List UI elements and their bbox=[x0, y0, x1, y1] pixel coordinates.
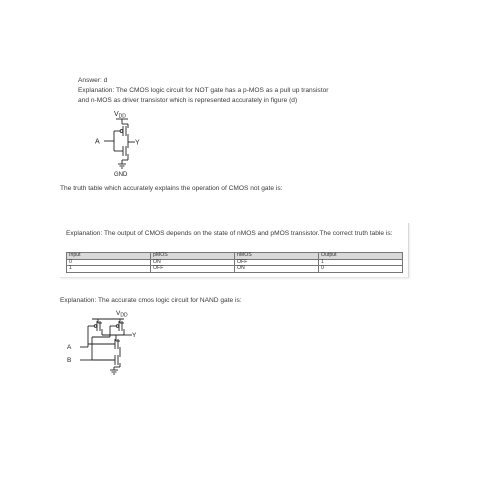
output-label-y: Y bbox=[135, 139, 140, 147]
cmos-not-gate-diagram bbox=[88, 108, 158, 178]
input-label-b: B bbox=[67, 357, 72, 364]
cell-input: 1 bbox=[67, 266, 151, 273]
cell-output: 1 bbox=[319, 259, 403, 266]
cell-nmos: OFF bbox=[235, 259, 319, 266]
vdd-label: $V_{DD}$ bbox=[116, 310, 128, 319]
cell-pmos: ON bbox=[151, 259, 235, 266]
vdd-label: $V_{DD}$ bbox=[114, 111, 126, 120]
explanation-not-line1: Explanation: The CMOS logic circuit for NOT gate has a p-MOS as a pull up transistor bbox=[78, 87, 329, 94]
cell-pmos: OFF bbox=[151, 266, 235, 273]
truth-table-intro: The truth table which accurately explains the operation of CMOS not gate is: bbox=[60, 185, 283, 192]
explanation-truth-table: Explanation: The output of CMOS depends on the state of nMOS and pMOS transistor.The correct truth table is: bbox=[66, 230, 393, 237]
output-label-y: Y bbox=[132, 332, 137, 339]
cell-input: 0 bbox=[67, 259, 151, 266]
explanation-nand: Explanation: The accurate cmos logic circuit for NAND gate is: bbox=[60, 297, 242, 304]
input-label-a: A bbox=[67, 344, 72, 351]
explanation-not-line2: and n-MOS as driver transistor which is represented accurately in figure (d) bbox=[78, 97, 298, 104]
input-label-a: A bbox=[95, 138, 100, 146]
cell-nmos: ON bbox=[235, 266, 319, 273]
header-nmos: nMOS bbox=[235, 253, 319, 260]
header-output: Output bbox=[319, 253, 403, 260]
cmos-nand-gate-diagram bbox=[58, 307, 158, 377]
header-input: Input bbox=[67, 253, 151, 260]
cmos-not-truth-table bbox=[66, 252, 403, 273]
answer-text: Answer: d bbox=[78, 77, 108, 84]
gnd-label: GND bbox=[114, 172, 128, 178]
header-pmos: pMOS bbox=[151, 253, 235, 260]
cell-output: 0 bbox=[319, 266, 403, 273]
table-row bbox=[67, 266, 403, 273]
